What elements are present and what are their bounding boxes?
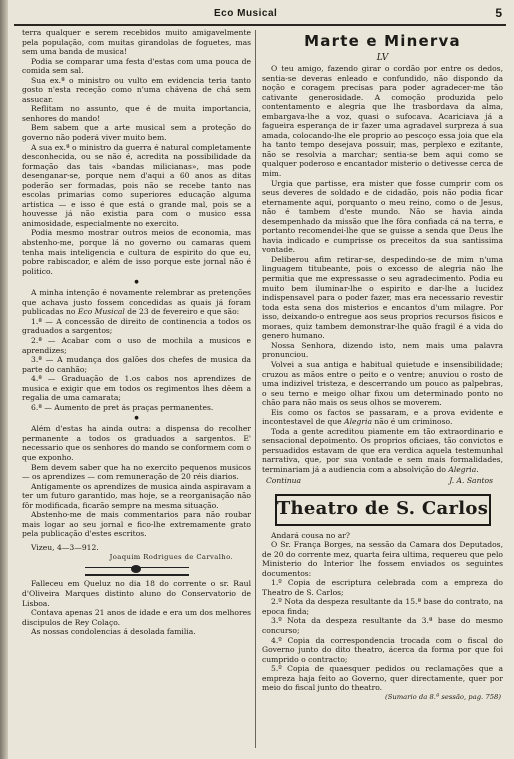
paragraph: Além d'estas ha ainda outra: a dispensa do recolher permanente a todos os graduados a sargentos. E' necessario que os senhores do mando se conformem com o que exponho. <box>22 424 251 462</box>
paragraph: terra qualquer e serem recebidos muito amigavelmente pela população, com muitas girandolas de foguetes, mas sem uma banda de musica! <box>22 28 251 57</box>
list-item: 2.ª — Acabar com o uso de mochila a musicos e aprendizes; <box>22 335 251 355</box>
paragraph: Abstenho-me de mais commentarios para não roubar mais logar ao seu jornal e fico-lhe extremamente grato pela publicação d'estes escritos. <box>22 510 251 539</box>
header-rule <box>14 24 506 26</box>
paragraph: Sua ex.ª o ministro ou vulto em evidencia teria tanto gosto n'esta receção como n'uma chávena de chá sem assucar. <box>22 75 251 104</box>
article-signature-row <box>262 475 503 486</box>
left-column <box>22 28 251 637</box>
paragraph: Antigamente os aprendizes de musica ainda aspiravam a ter um futuro garantido, mas hoje, se a reorganisação não fôr modificada, ficarão sempre na mesma situação. <box>22 481 251 510</box>
paragraph: A sua ex.ª o ministro da guerra é natural completamente desconhecida, ou se não é, acredita na possibilidade da formação das tais «bandas milicianas», mas pode desenganar-se, porque nem d'aqui a 60 anos as ditas poderão ser formadas, pois não se recebe tanto nas escolas primarias como superiores educação alguma artistica — e isso é que está o grande mal, pois se a houvesse já não existia para com o musico essa animosidade, especialmente no exercito. <box>22 142 251 228</box>
paragraph: O Sr. França Borges, na sessão da Camara dos Deputados, de 20 do corrente mez, quarta feira ultima, requereu que pelo Ministerio do Interior lhe fossem enviados os seguintes documentos: <box>262 540 503 578</box>
article-heading: Theatro de S. Carlos <box>276 497 489 519</box>
paragraph: Bem devem saber que ha no exercito pequenos musicos — os aprendizes — com remuneração de 20 réis diarios. <box>22 462 251 482</box>
column-divider <box>255 30 256 748</box>
paragraph: Podia se comparar uma festa d'estas com uma pouca de comida sem sal. <box>22 56 251 76</box>
running-title: Eco Musical <box>214 8 278 19</box>
right-column <box>262 30 503 702</box>
source-note: (Sumario da 8.ª sessão, pag. 758) <box>385 692 501 701</box>
page-number: 5 <box>495 6 502 20</box>
chapter-number: LV <box>376 53 389 63</box>
paragraph: Contava apenas 21 anos de idade e era um dos melhores discipulos de Rey Colaço. <box>22 608 251 627</box>
paragraph: Urgia que partisse, era mister que fosse cumprir com os seus deveres de soldado e de cidadão, pois não podia ficar eternamente aqui, porquanto o meu reino, como o de Jesus, não é tambem d'este mundo. Não se havia ainda desempenhado da missão que lhe fôra confiada cá na terra, e portanto recomendei-lhe que se guisse a senda que Deus lhe havia indicado e cumprisse os preceitos da sua santissima vontade. <box>262 178 503 255</box>
list-item: 4.º Copia da correspondencia trocada com o fiscal do Governo junto do dito theatro, ácerca da forma por que foi cumprido o contracto; <box>262 635 503 664</box>
paragraph: O teu amigo, fazendo girar o cordão por entre os dedos, sentia-se deveras enleado e confundido, não dispondo da noção e coragem precisas para poder agradecer-me tão cativante generosidade. A comoção produzida pelo contentamento e alegria que lhe trasbordava da alma, embargava-lhe a voz, quasi o sufocava. Acariciava já a fagueira esperança de ir fazer uma agradavel surpreza á sua amada, colocando-lhe ele proprio ao pescoço essa joia que ela ha tanto tempo desejava possuir, mas, perplexo e ezitante, não se resolvia a marchar; sentia-se bem aqui como se qualquer poderoso e encantador misterio o detivesse cerca de mim. <box>262 64 503 179</box>
list-item: 1.ª — A concessão de direito de continencia a todos os graduados a sargentos; <box>22 316 251 336</box>
paragraph: Volvei a sua antiga e habitual quietude e insensibilidade; cruzou as mãos entre o peito e o ventre; anuviou o rosto de uma indizivel tristeza, e descerrando um pouco as palpebras, o seu terno e meigo olhar fixou um determinado ponto no chão para não mais os seus olhos se moverem. <box>262 359 503 408</box>
paragraph: Eis como os factos se passaram, e a prova evidente e incontestavel de que Alegria não é um criminoso. <box>262 407 503 427</box>
paragraph: As nossas condolencias á desolada familia. <box>31 627 196 637</box>
paragraph: Andará cousa no ar? <box>271 530 350 540</box>
page-spine-shadow <box>0 0 8 759</box>
continued-note: Continua <box>266 475 302 485</box>
list-item: 4.ª — Graduação de 1.os cabos nos aprendizes de musica e exigir que em todos os regimentos lhes dêem a regalia de uma camarata; <box>22 374 251 403</box>
journal-name: Eco Musical <box>77 307 125 317</box>
author-signature: Joaquim Rodrigues de Carvalho. <box>109 553 233 562</box>
page-header <box>14 6 502 26</box>
section-separator: ● <box>134 279 139 286</box>
list-item: 3.ª — A mudança dos galões dos chefes de musica da parte do canhão; <box>22 355 251 374</box>
paragraph: Deliberou afim retirar-se, despedindo-se de mim n'uma linguagem titubeante, pois o excesso de alegria não lhe permitia que me expressasse o seu agradecimento. Podia eu muito bem iluminar-lhe o espirito e dar-lhe a lucidez indispensavel para o poder fazer, mas era necessario revestir toda esta sena dos misterios e encantos d'um milagre. Por isso, deixando-o entregue aos seus proprios recursos fisicos e moraes, quiz tambem demonstrar-lhe quão fragil é a vida do genero humano. <box>262 254 503 341</box>
paragraph: Nossa Senhora, dizendo isto, nem mais uma palavra pronunciou. <box>262 340 503 360</box>
article-heading-box <box>275 494 491 526</box>
paragraph: A minha intenção é novamente relembrar as pretenções que achava justo fossem concedidas as quais já foram publicadas no Eco Musical de 23 de fevereiro e que são: <box>22 288 251 317</box>
list-item: 6.ª — Aumento de pret ás praças permanentes. <box>31 402 214 412</box>
list-item: 2.º Nota da despeza resultante da 15.ª base do contrato, na epoca finda; <box>262 597 503 616</box>
ornamental-rule <box>85 567 189 576</box>
paragraph: Reflitam no assunto, que é de muita importancia, senhores do mando! <box>22 104 251 123</box>
dateline: Vizeu, 4—3—912. <box>31 542 99 552</box>
paragraph: Falleceu em Queluz no dia 18 do corrente o sr. Raul d'Oliveira Marques distinto aluno do Conservatorio de Lisboa. <box>22 579 251 608</box>
list-item: 5.º Copia de quaesquer pedidos ou reclamações que a empreza haja feito ao Governo, quer directamente, quer por meio do fiscal junto do theatro. <box>262 664 503 693</box>
paragraph: Toda a gente acreditou piamente em tão extraordinario e sensacional depoimento. Os proprios oficiaes, tão convictos e persuadidos estavam de que era verdica aquela testemunhal narrativa, que, por sua vontade e sem mais formalidades, terminariam já a audiencia com a absolvição do Alegria. <box>262 426 503 474</box>
section-separator: ● <box>134 415 139 422</box>
paragraph: Podia mesmo mostrar outros meios de economia, mas abstenho-me, porque lá no governo ou camaras quem tenha mais inteligencia e cultura de espirito do que eu, pobre rabiscador, e além de isso porque este jornal não é politico. <box>22 228 251 276</box>
article-heading: Marte e Minerva <box>304 32 461 50</box>
list-item: 3.º Nota da despeza resultante da 3.ª base do mesmo concurso; <box>262 616 503 635</box>
list-item: 1.º Copia de escriptura celebrada com a empreza do Theatro de S. Carlos; <box>262 578 503 597</box>
paragraph: Bem sabem que a arte musical sem a proteção do governo não poderá viver muito bem. <box>22 123 251 143</box>
author-signature: J. A. Santos <box>449 475 493 485</box>
